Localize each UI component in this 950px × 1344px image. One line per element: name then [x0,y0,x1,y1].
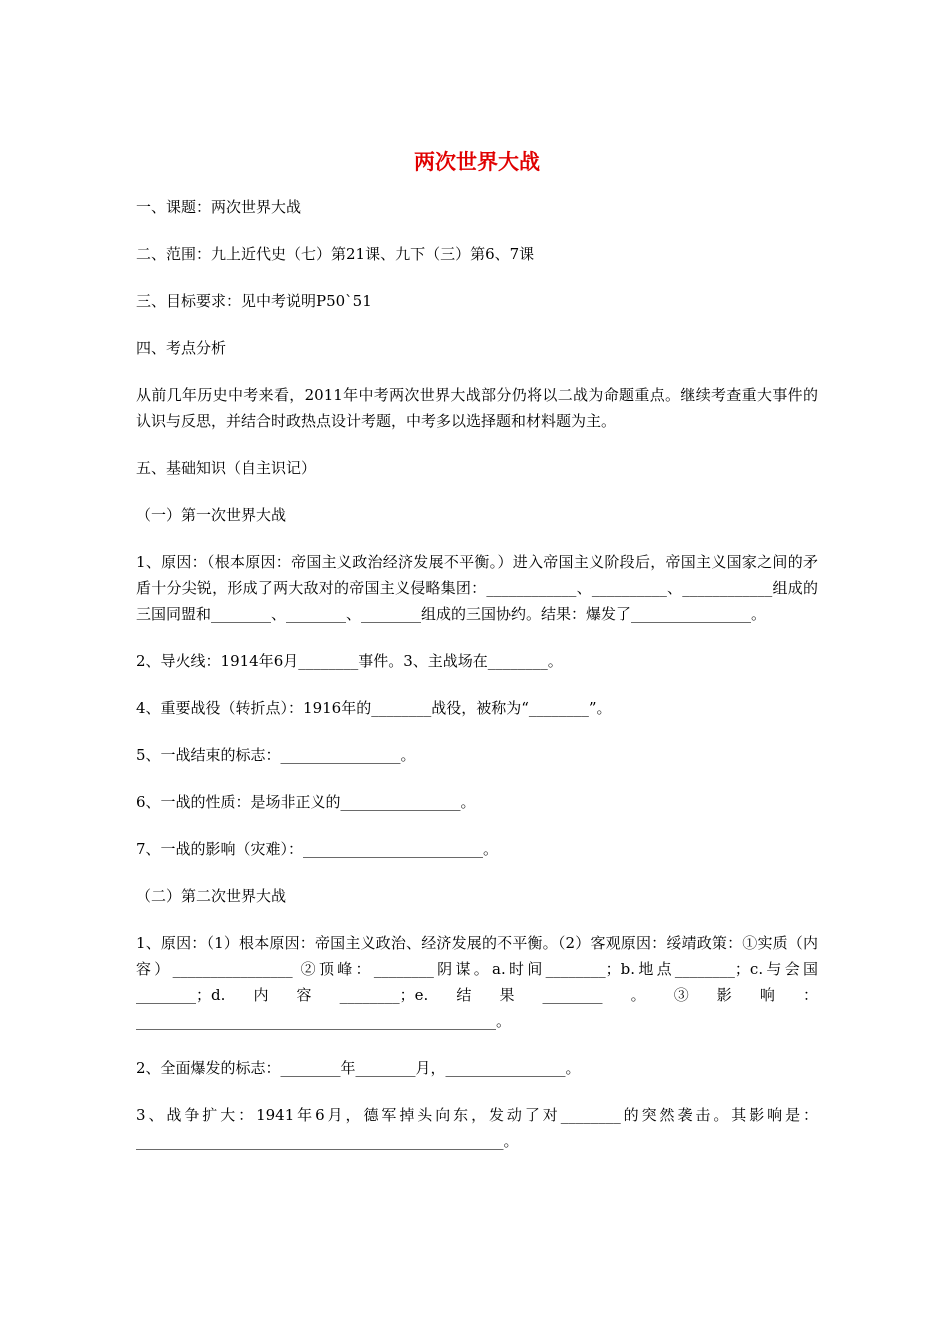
ww1-question-4: 4、重要战役（转折点）：1916年的________战役，被称为“________”。 [136,699,612,717]
ww1-question-1: 1、原因：（根本原因：帝国主义政治经济发展不平衡。）进入帝国主义阶段后，帝国主义国家之间的矛盾十分尖锐，形成了两大敌对的帝国主义侵略集团：____________、__________、____________组成的三国同盟和________、________、________组成的三国协约。结果：爆发了________________。 [136,553,818,623]
basic-knowledge-heading: 五、基础知识（自主识记） [136,459,317,477]
ww1-question-6: 6、一战的性质：是场非正义的________________。 [136,793,476,811]
exam-analysis-heading: 四、考点分析 [136,339,227,357]
ww2-heading: （二）第二次世界大战 [136,887,287,905]
ww1-question-2: 2、导火线：1914年6月________事件。3、主战场在________。 [136,652,563,670]
ww1-heading: （一）第一次世界大战 [136,506,287,524]
lesson-topic: 一、课题：两次世界大战 [136,198,302,216]
document-title: 两次世界大战 [414,149,540,174]
lesson-objectives: 三、目标要求：见中考说明P50`51 [136,292,372,310]
lesson-scope: 二、范围：九上近代史（七）第21课、九下（三）第6、7课 [136,245,535,263]
ww1-question-5: 5、一战结束的标志：________________。 [136,746,416,764]
ww2-question-2: 2、全面爆发的标志：________年________月，________________。 [136,1059,581,1077]
ww2-question-3: 3、战争扩大：1941年6月，德军掉头向东，发动了对________的突然袭击。其影响是：_________________________________________________。 [136,1106,818,1150]
exam-analysis-text: 从前几年历史中考来看，2011年中考两次世界大战部分仍将以二战为命题重点。继续考查重大事件的认识与反思，并结合时政热点设计考题，中考多以选择题和材料题为主。 [136,386,818,430]
ww2-question-1: 1、原因：（1）根本原因：帝国主义政治、经济发展的不平衡。（2）客观原因：绥靖政策：①实质（内容）________________ ②顶峰：________阴谋。a.时间________；b.地点________；c.与会国________；d.内容________；e.结果________。③影响：________________________________________________。 [136,934,818,1030]
ww1-question-7: 7、一战的影响（灾难）：________________________。 [136,840,499,858]
